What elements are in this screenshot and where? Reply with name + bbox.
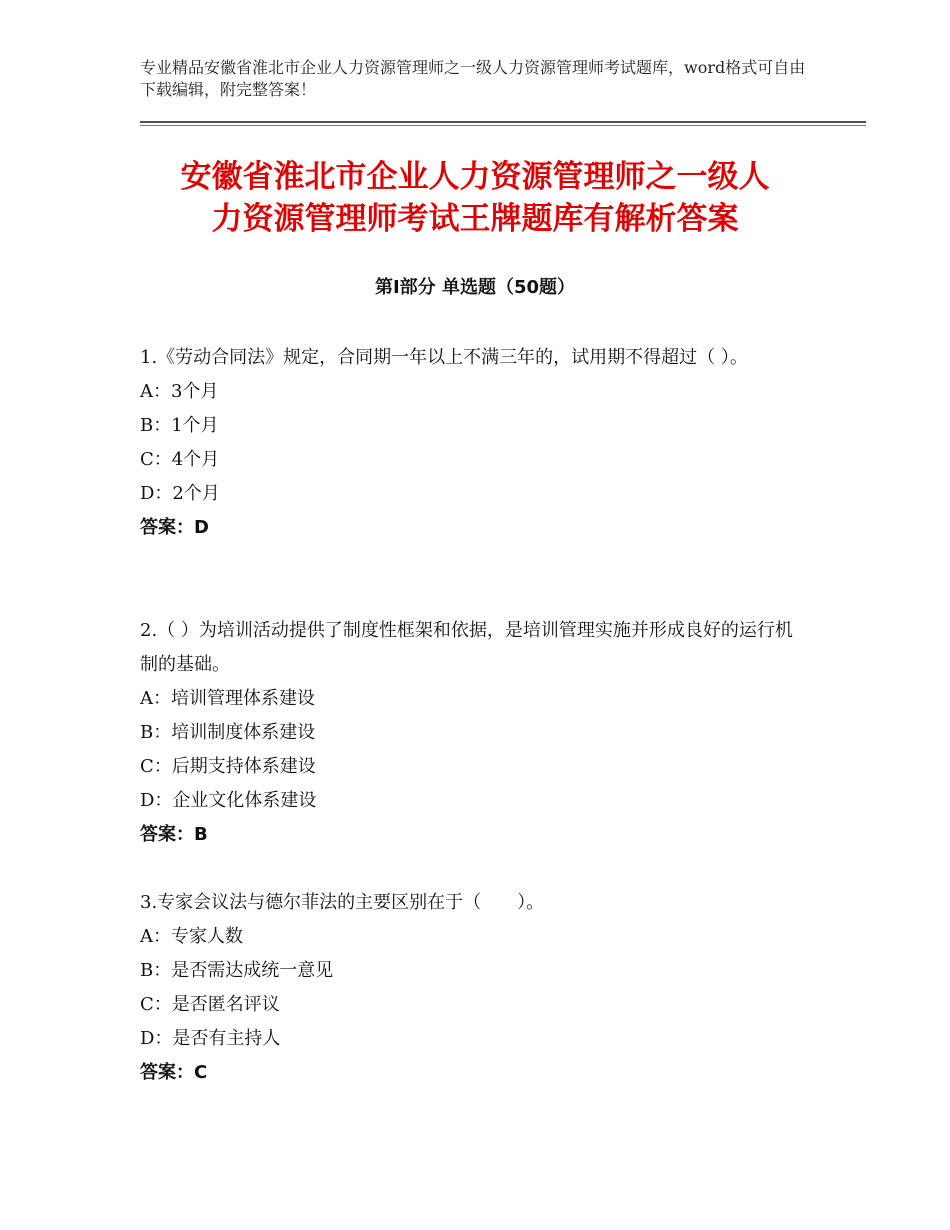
option-a: A：专家人数 <box>140 926 243 947</box>
document-title-line-2: 力资源管理师考试王牌题库有解析答案 <box>211 201 739 237</box>
option-d: D：是否有主持人 <box>140 1028 281 1049</box>
option-c: C：后期支持体系建设 <box>140 756 316 777</box>
answer: 答案：B <box>140 824 208 845</box>
option-d: D：企业文化体系建设 <box>140 790 317 811</box>
answer: 答案：C <box>140 1062 208 1083</box>
header-rule-thick <box>140 121 866 123</box>
question-2 <box>140 614 810 852</box>
option-b: B：培训制度体系建设 <box>140 722 316 743</box>
option-b: B：是否需达成统一意见 <box>140 960 334 981</box>
option-c: C：4个月 <box>140 449 220 470</box>
header-rule-thin <box>140 125 866 126</box>
option-a: A：3个月 <box>140 381 219 402</box>
option-a: A：培训管理体系建设 <box>140 688 315 709</box>
document-title <box>120 156 830 240</box>
answer: 答案：D <box>140 517 209 538</box>
option-d: D：2个月 <box>140 483 220 504</box>
question-3 <box>140 886 810 1090</box>
question-stem: 3.专家会议法与德尔菲法的主要区别在于（ ）。 <box>140 892 545 913</box>
option-b: B：1个月 <box>140 415 219 436</box>
option-c: C：是否匿名评议 <box>140 994 280 1015</box>
document-title-line-1: 安徽省淮北市企业人力资源管理师之一级人 <box>180 159 770 195</box>
question-1 <box>140 341 810 545</box>
question-stem: 1.《劳动合同法》规定，合同期一年以上不满三年的，试用期不得超过（ ）。 <box>140 347 748 368</box>
question-stem: 2.（ ）为培训活动提供了制度性框架和依据，是培训管理实施并形成良好的运行机制的基础。 <box>140 620 793 675</box>
section-heading: 第Ⅰ部分 单选题（50题） <box>374 277 575 298</box>
header-note: 专业精品安徽省淮北市企业人力资源管理师之一级人力资源管理师考试题库，word格式可自由下载编辑，附完整答案！ <box>140 58 806 99</box>
